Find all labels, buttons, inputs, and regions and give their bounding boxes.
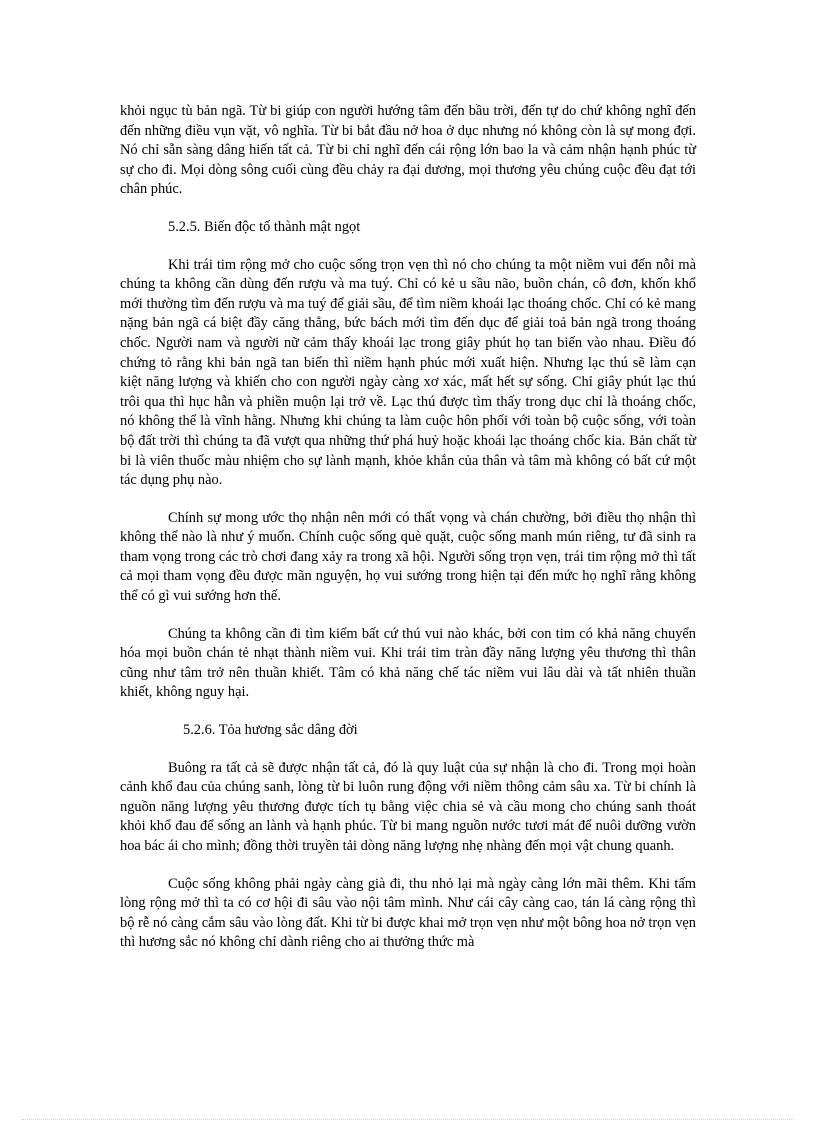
paragraph-letting-go: Buông ra tất cả sẽ được nhận tất cả, đó là quy luật của sự nhận là cho đi. Trong mọi hoàn cảnh khổ đau của chúng sanh, lòng từ bi luôn rung động với niềm thông cảm sâu xa. Từ bi chính là nguồn năng lượng yêu thương được tích tụ bằng việc chia sẻ và cầu mong cho chúng sanh thoát khỏi khổ đau để sống an lành và hạnh phúc. Từ bi mang nguồn nước tươi mát để nuôi dưỡng vườn hoa bác ái cho mình; đồng thời truyền tải dòng năng lượng nhẹ nhàng đến mọi vật chung quanh. bbox=[120, 759, 696, 854]
paragraph-growing-life: Cuộc sống không phải ngày càng già đi, thu nhỏ lại mà ngày càng lớn mãi thêm. Khi tấm lòng rộng mở thì ta có cơ hội đi sâu vào nội tâm mình. Như cái cây càng cao, tán lá càng rộng thì bộ rễ nó càng cắm sâu vào lòng đất. Khi từ bi được khai mở trọn vẹn như một bông hoa nở trọn vẹn thì hương sắc nó không chỉ dành riêng cho ai thưởng thức mà bbox=[120, 875, 696, 951]
section-heading-5-2-6: 5.2.6. Tỏa hương sắc dâng đời bbox=[183, 722, 358, 739]
paragraph-expectation: Chính sự mong ước thọ nhận nên mới có thất vọng và chán chường, bởi điều thọ nhận thì không thể nào là như ý muốn. Chính cuộc sống què quặt, cuộc sống manh mún riêng, tư đã sinh ra tham vọng trong các trò chơi đang xảy ra trong xã hội. Người sống trọn vẹn, trái tim rộng mở thì tất cả mọi tham vọng đều được mãn nguyện, họ vui sướng trong hiện tại đến mức họ nghĩ rằng không thể có gì vui sướng hơn thế. bbox=[120, 509, 696, 605]
paragraph-toxin-to-honey: Khi trái tim rộng mở cho cuộc sống trọn vẹn thì nó cho chúng ta một niềm vui đến nỗi mà chúng ta không cần dùng đến rượu và ma tuý. Chỉ có kẻ u sầu não, buồn chán, cô đơn, khốn khổ mới thường tìm đến rượu và ma tuý để giải sầu, để tìm niềm khoái lạc thoáng chốc. Chỉ có kẻ mang nặng bản ngã cá biệt đầy căng thẳng, bức bách mới tìm đến dục để giải toả bản ngã trong thoáng chốc. Người nam và người nữ cảm thấy khoái lạc trong giây phút họ tan biến vào nhau. Điều đó chứng tỏ rằng khi bản ngã tan biến thì niềm hạnh phúc mới xuất hiện. Nhưng lạc thú sẽ làm cạn kiệt năng lượng và khiến cho con người ngày càng xơ xác, mất hết sự sống. Chỉ giây phút lạc thú trôi qua thì hục hẫn và phiền muộn lại trở về. Lạc thú được tìm thấy trong dục chỉ là thoáng chốc, nó không thể là vĩnh hằng. Nhưng khi chúng ta làm cuộc hôn phối với toàn bộ cuộc sống, với toàn bộ đất trời thì chúng ta đã vượt qua những thứ phá huỷ hoặc khoái lạc thoáng chốc kia. Bản chất từ bi là viên thuốc màu nhiệm cho sự lành mạnh, khỏe khắn của thân và tâm mà không có bất cứ một tác dụng phụ nào. bbox=[120, 256, 696, 489]
section-heading-5-2-5: 5.2.5. Biến độc tố thành mật ngọt bbox=[168, 218, 361, 235]
document-body bbox=[120, 102, 696, 971]
paragraph-continuation: khỏi ngục tù bản ngã. Từ bi giúp con người hướng tâm đến bầu trời, đến tự do chứ không nghĩ đến đến những điều vụn vặt, vô nghĩa. Từ bi bắt đầu nở hoa ở dục nhưng nó không còn là sự mong đợi. Nó chỉ sẵn sàng dâng hiến tất cả. Từ bi chỉ nghĩ đến cái rộng lớn bao la và cảm nhận hạnh phúc từ sự cho đi. Mọi dòng sông cuối cùng đều chảy ra đại dương, mọi thương yêu chúng cuộc đều đạt tới chân phúc. bbox=[120, 103, 696, 198]
paragraph-joy: Chúng ta không cần đi tìm kiếm bất cứ thú vui nào khác, bởi con tim có khả năng chuyển hóa mọi buồn chán tẻ nhạt thành niềm vui. Khi trái tim tràn đầy năng lượng yêu thương thì thân cũng như tâm trở nên thuần khiết. Tâm có khả năng chế tác niềm vui lâu dài và tất nhiên thuần khiết, không nguy hại. bbox=[120, 625, 696, 701]
page-bottom-border bbox=[22, 1119, 794, 1120]
